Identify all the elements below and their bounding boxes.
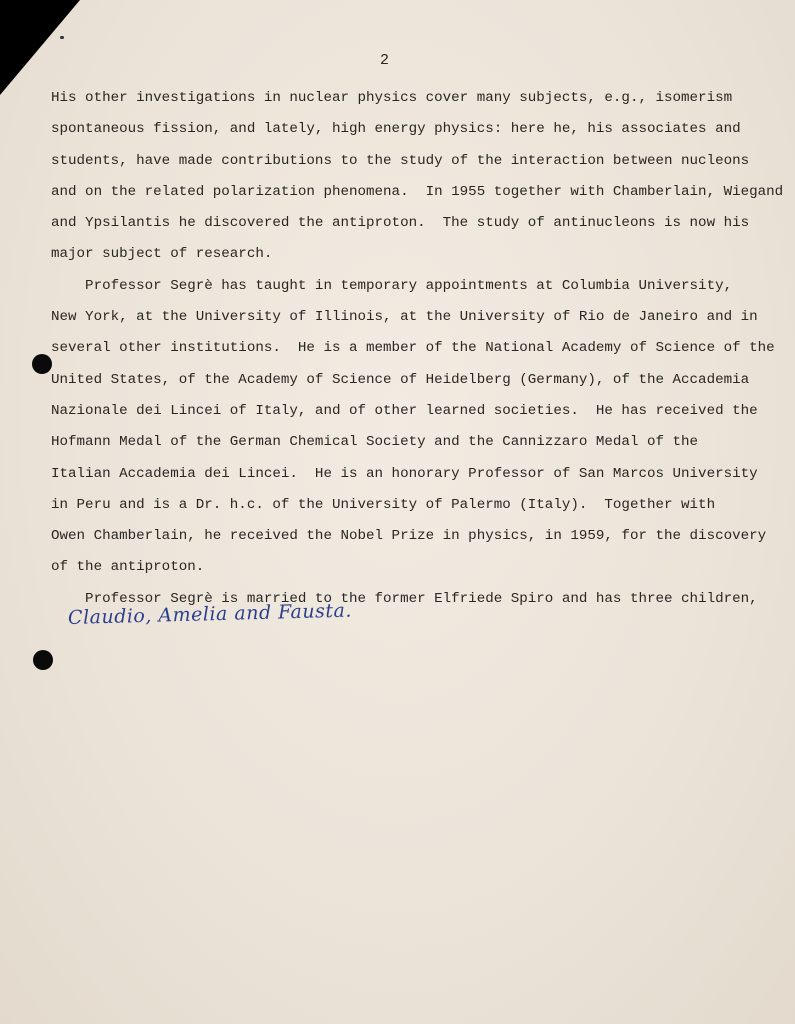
text-line: Professor Segrè has taught in temporary appointments at Columbia University, xyxy=(51,277,733,294)
text-line: New York, at the University of Illinois, at the University of Rio de Janeiro and in xyxy=(51,309,758,326)
text-line: His other investigations in nuclear physics cover many subjects, e.g., isomerism xyxy=(51,90,733,106)
text-line: major subject of research. xyxy=(51,246,273,263)
page-number: 2 xyxy=(380,52,390,69)
corner-mark xyxy=(60,36,64,39)
text-line: students, have made contributions to the study of the interaction between nucleons xyxy=(51,152,750,169)
text-line: United States, of the Academy of Science of Heidelberg (Germany), of the Accademia xyxy=(51,371,750,388)
text-line: of the antiproton. xyxy=(51,559,205,576)
text-line: Owen Chamberlain, he received the Nobel Prize in physics, in 1959, for the discovery xyxy=(51,528,767,545)
punch-hole xyxy=(32,354,52,374)
punch-hole xyxy=(33,650,53,670)
text-line: Hofmann Medal of the German Chemical Society and the Cannizzaro Medal of the xyxy=(51,434,699,451)
text-line: Professor Segrè is married to the former Elfriede Spiro and has three children, xyxy=(51,590,758,607)
folded-corner xyxy=(0,0,80,95)
text-line: and Ypsilantis he discovered the antiproton. The study of antinucleons is now his xyxy=(51,215,750,232)
text-line: in Peru and is a Dr. h.c. of the University of Palermo (Italy). Together with xyxy=(51,496,716,513)
text-line: and on the related polarization phenomena. In 1955 together with Chamberlain, Wiegand xyxy=(51,183,784,200)
handwritten-note: Claudio, Amelia and Fausta. xyxy=(67,599,353,629)
text-line: several other institutions. He is a member of the National Academy of Science of the xyxy=(51,340,775,357)
text-line: spontaneous fission, and lately, high energy physics: here he, his associates and xyxy=(51,121,741,138)
text-line: Nazionale dei Lincei of Italy, and of other learned societies. He has received the xyxy=(51,402,758,419)
text-line: Italian Accademia dei Lincei. He is an honorary Professor of San Marcos University xyxy=(51,465,758,482)
typed-body-text xyxy=(51,83,784,615)
